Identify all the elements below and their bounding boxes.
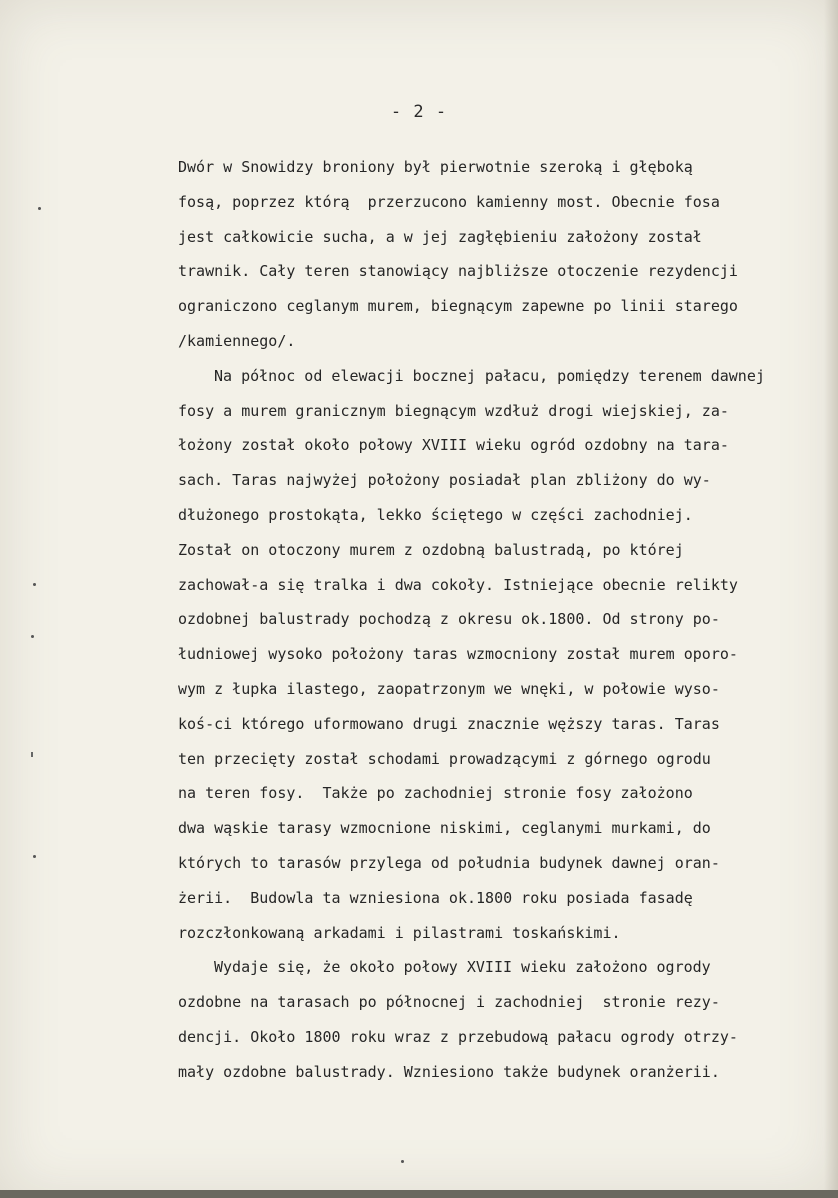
- text-line: Został on otoczony murem z ozdobną balustradą, po której: [178, 540, 684, 559]
- scan-speck: [38, 207, 41, 210]
- text-line: łożony został około połowy XVIII wieku ogród ozdobny na tara-: [178, 436, 729, 455]
- text-line: żerii. Budowla ta wzniesiona ok.1800 roku posiada fasadę: [178, 888, 693, 907]
- text-line: na teren fosy. Także po zachodniej stronie fosy założono: [178, 784, 693, 803]
- text-line: Dwór w Snowidzy broniony był pierwotnie szeroką i głęboką: [178, 158, 693, 176]
- scan-speck: [33, 855, 36, 858]
- body-text: [178, 150, 824, 1090]
- text-line: sach. Taras najwyżej położony posiadał plan zbliżony do wy-: [178, 471, 711, 490]
- text-line: trawnik. Cały teren stanowiący najbliższe otoczenie rezydencji: [178, 262, 738, 281]
- text-line: Wydaje się, że około połowy XVIII wieku założono ogrody: [214, 958, 711, 977]
- scan-speck: [31, 635, 34, 638]
- scan-speck: [401, 1160, 404, 1163]
- scan-speck: [31, 752, 33, 757]
- text-line: wym z łupka ilastego, zaopatrzonym we wnęki, w połowie wyso-: [178, 679, 720, 698]
- text-line: mały ozdobne balustrady. Wzniesiono także budynek oranżerii.: [178, 1062, 720, 1081]
- text-line: ozdobne na tarasach po północnej i zachodniej stronie rezy-: [178, 993, 720, 1012]
- text-line: jest całkowicie sucha, a w jej zagłębieniu założony został: [178, 227, 702, 246]
- text-line: dłużonego prostokąta, lekko ściętego w części zachodniej.: [178, 505, 693, 524]
- text-line: rozczłonkowaną arkadami i pilastrami toskańskimi.: [178, 923, 621, 942]
- text-line: zachował-a się tralka i dwa cokoły. Istniejące obecnie relikty: [178, 575, 738, 594]
- page-number: - 2 -: [390, 102, 448, 122]
- text-line: łudniowej wysoko położony taras wzmocniony został murem oporo-: [178, 645, 738, 664]
- text-line: ten przecięty został schodami prowadzącymi z górnego ogrodu: [178, 749, 711, 768]
- scan-bottom-border: [0, 1190, 838, 1198]
- text-line: fosy a murem granicznym biegnącym wzdłuż drogi wiejskiej, za-: [178, 401, 729, 420]
- text-line: dwa wąskie tarasy wzmocnione niskimi, ceglanymi murkami, do: [178, 819, 711, 838]
- text-line: ozdobnej balustrady pochodzą z okresu ok.1800. Od strony po-: [178, 610, 720, 629]
- text-line: dencji. Około 1800 roku wraz z przebudową pałacu ogrody otrzy-: [178, 1027, 738, 1046]
- text-line: ograniczono ceglanym murem, biegnącym zapewne po linii starego: [178, 297, 738, 316]
- page-edge-shadow: [824, 0, 838, 1198]
- text-line: koś-ci którego uformowano drugi znacznie węższy taras. Taras: [178, 714, 720, 733]
- text-line: których to tarasów przylega od południa budynek dawnej oran-: [178, 853, 720, 872]
- scan-speck: [33, 583, 36, 586]
- text-line: /kamiennego/.: [178, 331, 296, 350]
- text-line: Na północ od elewacji bocznej pałacu, pomiędzy terenem dawnej: [214, 366, 765, 385]
- text-line: fosą, poprzez którą przerzucono kamienny most. Obecnie fosa: [178, 192, 720, 211]
